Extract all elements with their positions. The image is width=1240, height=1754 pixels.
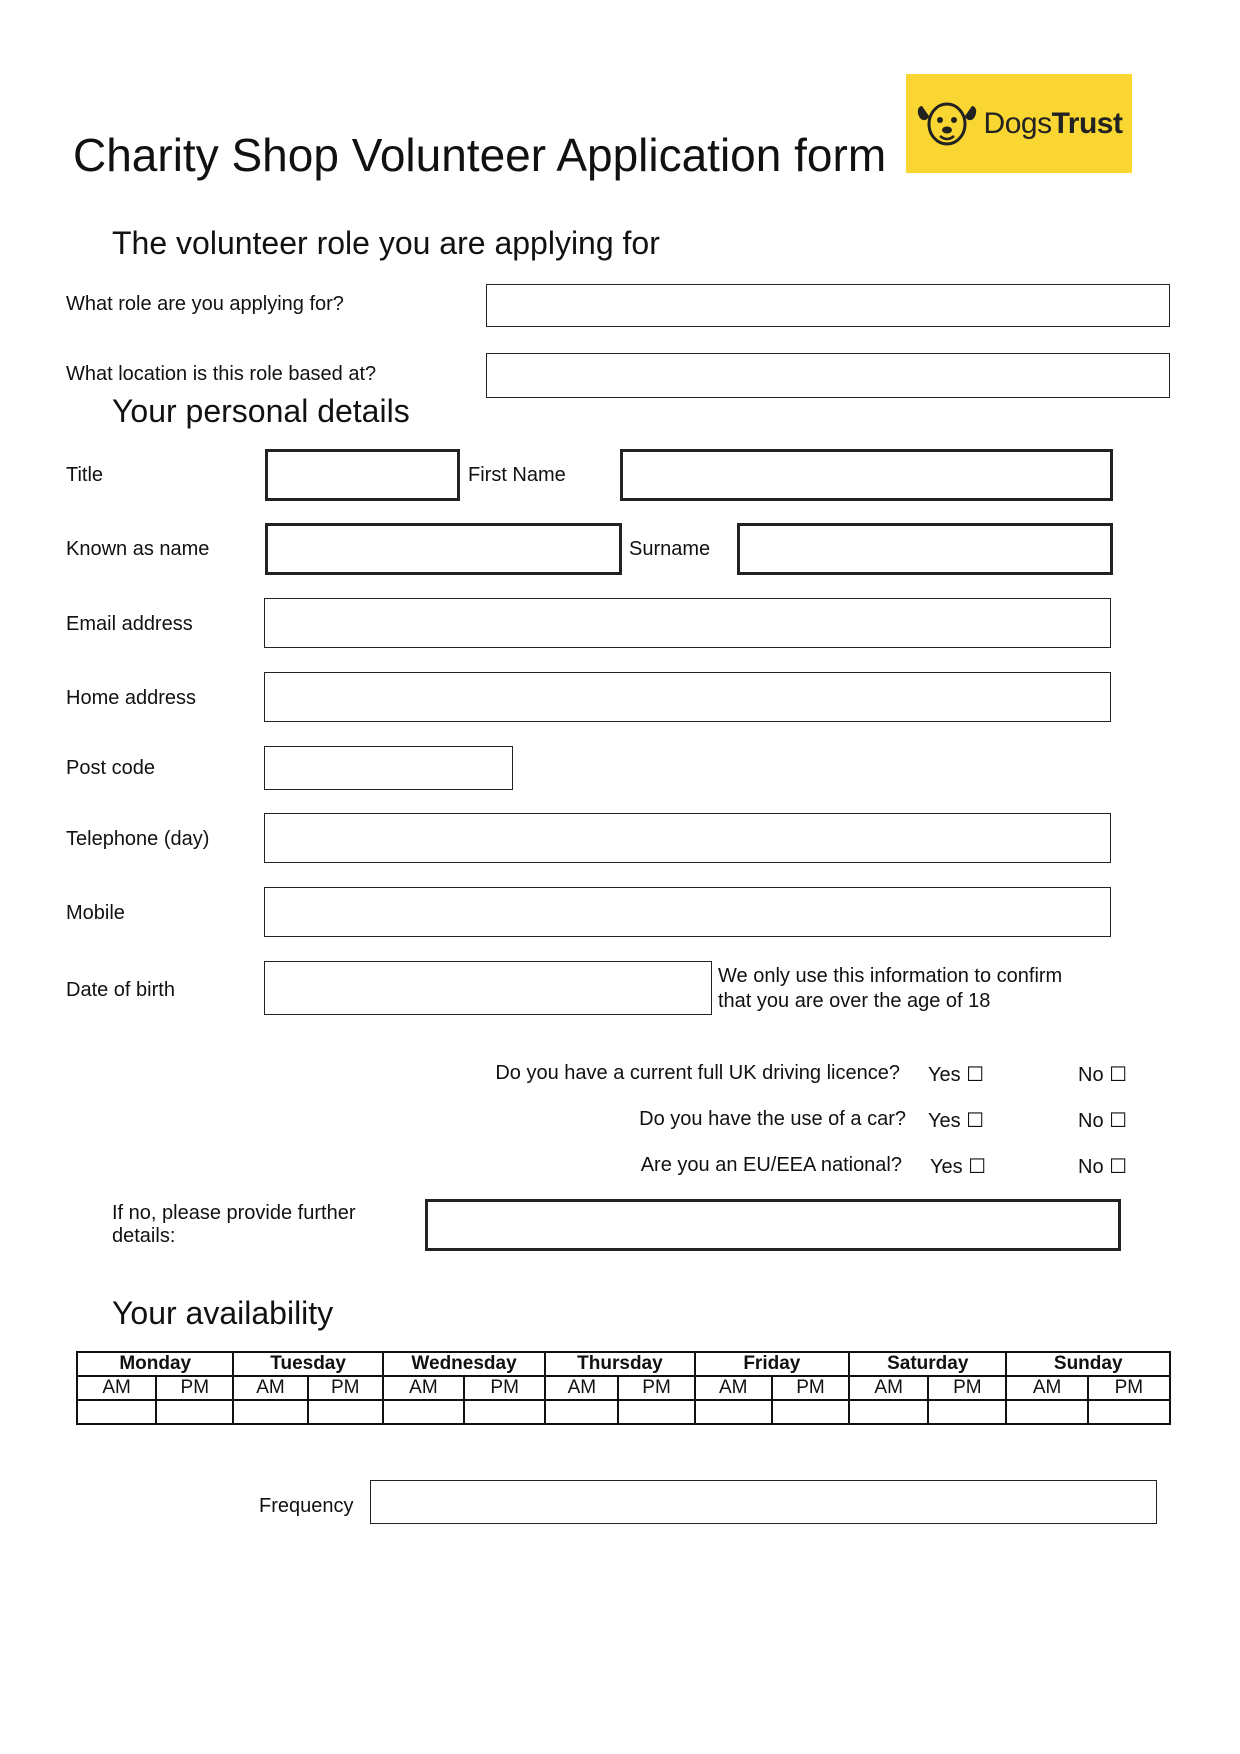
availability-day-row xyxy=(77,1352,1170,1376)
logo-text-trust: Trust xyxy=(1051,106,1123,140)
question-use-of-car: Do you have the use of a car? xyxy=(639,1108,906,1130)
surname-label: Surname xyxy=(629,538,711,560)
email-field[interactable] xyxy=(264,598,1111,648)
role-section-heading: The volunteer role you are applying for xyxy=(112,225,660,261)
friday-pm-cell[interactable] xyxy=(772,1400,849,1424)
use-of-car-no-checkbox[interactable]: No ☐ xyxy=(1078,1110,1128,1132)
dog-face-icon xyxy=(916,96,978,152)
further-details-label: If no, please provide further details: xyxy=(112,1202,356,1247)
location-label: What location is this role based at? xyxy=(66,363,377,385)
wednesday-am-cell[interactable] xyxy=(383,1400,464,1424)
thursday-pm-cell[interactable] xyxy=(618,1400,694,1424)
eu-national-no-checkbox[interactable]: No ☐ xyxy=(1078,1156,1128,1178)
driving-licence-yes-checkbox[interactable]: Yes ☐ xyxy=(928,1064,985,1086)
wednesday-pm-header: PM xyxy=(464,1376,545,1400)
eu-national-yes-checkbox[interactable]: Yes ☐ xyxy=(930,1156,987,1178)
postcode-field[interactable] xyxy=(264,746,513,790)
first-name-field[interactable] xyxy=(620,449,1113,501)
friday-am-header: AM xyxy=(695,1376,772,1400)
friday-pm-header: PM xyxy=(772,1376,849,1400)
saturday-pm-cell[interactable] xyxy=(928,1400,1006,1424)
telephone-field[interactable] xyxy=(264,813,1111,863)
sunday-pm-cell[interactable] xyxy=(1088,1400,1170,1424)
telephone-label: Telephone (day) xyxy=(66,828,210,850)
day-wednesday: Wednesday xyxy=(383,1352,545,1376)
home-address-field[interactable] xyxy=(264,672,1111,722)
day-friday: Friday xyxy=(695,1352,849,1376)
email-label: Email address xyxy=(66,613,193,635)
tuesday-am-header: AM xyxy=(233,1376,307,1400)
further-details-field[interactable] xyxy=(425,1199,1121,1251)
role-field[interactable] xyxy=(486,284,1170,327)
logo-text-dogs: Dogs xyxy=(983,106,1052,140)
thursday-am-header: AM xyxy=(545,1376,618,1400)
dogs-trust-logo xyxy=(906,74,1132,173)
frequency-field[interactable] xyxy=(370,1480,1157,1524)
availability-entry-row xyxy=(77,1400,1170,1424)
availability-table xyxy=(76,1351,1171,1425)
use-of-car-yes-checkbox[interactable]: Yes ☐ xyxy=(928,1110,985,1132)
monday-pm-cell[interactable] xyxy=(156,1400,233,1424)
mobile-label: Mobile xyxy=(66,902,125,924)
postcode-label: Post code xyxy=(66,757,155,779)
personal-section-heading: Your personal details xyxy=(112,393,410,429)
saturday-pm-header: PM xyxy=(928,1376,1006,1400)
day-saturday: Saturday xyxy=(849,1352,1006,1376)
frequency-label: Frequency xyxy=(259,1495,354,1517)
dob-field[interactable] xyxy=(264,961,712,1015)
role-label: What role are you applying for? xyxy=(66,293,344,315)
dob-note: We only use this information to confirm that you are over the age of 18 xyxy=(718,965,1063,1012)
availability-section-heading: Your availability xyxy=(112,1295,334,1331)
sunday-am-cell[interactable] xyxy=(1006,1400,1087,1424)
page-title: Charity Shop Volunteer Application form xyxy=(73,129,887,181)
monday-pm-header: PM xyxy=(156,1376,233,1400)
first-name-label: First Name xyxy=(468,464,566,486)
surname-field[interactable] xyxy=(737,523,1113,575)
monday-am-header: AM xyxy=(77,1376,156,1400)
day-thursday: Thursday xyxy=(545,1352,694,1376)
location-field[interactable] xyxy=(486,353,1170,398)
mobile-field[interactable] xyxy=(264,887,1111,937)
question-driving-licence: Do you have a current full UK driving licence? xyxy=(495,1062,900,1084)
day-tuesday: Tuesday xyxy=(233,1352,382,1376)
sunday-pm-header: PM xyxy=(1088,1376,1170,1400)
wednesday-pm-cell[interactable] xyxy=(464,1400,545,1424)
tuesday-am-cell[interactable] xyxy=(233,1400,307,1424)
wednesday-am-header: AM xyxy=(383,1376,464,1400)
tuesday-pm-header: PM xyxy=(308,1376,383,1400)
title-field[interactable] xyxy=(265,449,460,501)
monday-am-cell[interactable] xyxy=(77,1400,156,1424)
home-address-label: Home address xyxy=(66,687,197,709)
question-eu-national: Are you an EU/EEA national? xyxy=(640,1154,902,1176)
sunday-am-header: AM xyxy=(1006,1376,1087,1400)
day-sunday: Sunday xyxy=(1006,1352,1170,1376)
title-label: Title xyxy=(66,464,104,486)
dob-label: Date of birth xyxy=(66,979,175,1001)
thursday-am-cell[interactable] xyxy=(545,1400,618,1424)
known-as-field[interactable] xyxy=(265,523,622,575)
tuesday-pm-cell[interactable] xyxy=(308,1400,383,1424)
thursday-pm-header: PM xyxy=(618,1376,694,1400)
driving-licence-no-checkbox[interactable]: No ☐ xyxy=(1078,1064,1128,1086)
known-as-label: Known as name xyxy=(66,538,210,560)
friday-am-cell[interactable] xyxy=(695,1400,772,1424)
saturday-am-cell[interactable] xyxy=(849,1400,928,1424)
day-monday: Monday xyxy=(77,1352,233,1376)
availability-ampm-row xyxy=(77,1376,1170,1400)
saturday-am-header: AM xyxy=(849,1376,928,1400)
